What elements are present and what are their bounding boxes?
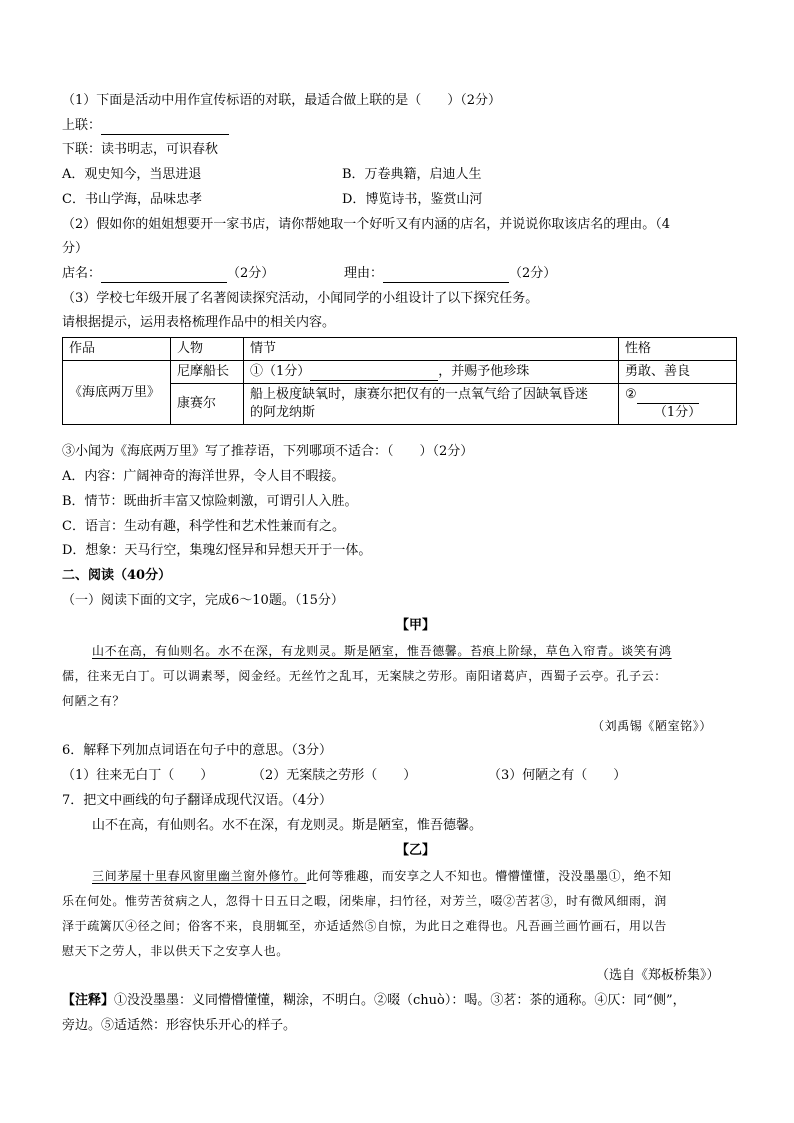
- trait-cell: 勇敢、善良: [619, 361, 737, 384]
- plot-cell: [244, 361, 619, 384]
- q1-option-d: D．博览诗书，鉴赏山河: [342, 192, 483, 207]
- q7-sentence: 山不在高，有仙则名。水不在深，有龙则灵。斯是陋室，惟吾德馨。: [92, 818, 483, 833]
- q2-stem-line1: （2）假如你的姐姐想要开一家书店，请你帮她取一个好听又有内涵的店名，并说说你取该店名的理由。（4: [62, 217, 671, 232]
- q1-lower-line: 下联：读书明志，可识春秋: [62, 142, 219, 157]
- person-cell: 尼摩船长: [171, 361, 244, 384]
- person-cell: 康赛尔: [171, 384, 244, 425]
- work-cell: 《海底两万里》: [63, 361, 171, 425]
- part1-instructions: （一）阅读下面的文字，完成6～10题。（15分）: [62, 593, 344, 608]
- note-label: 【注释】: [62, 993, 115, 1008]
- q3-line2: 请根据提示，运用表格梳理作品中的相关内容。: [62, 315, 336, 330]
- plot-line1: 船上极度缺氧时，康赛尔把仅有的一点氧气给了因缺氧昏迷: [250, 387, 589, 402]
- note-line1: 【注释】①没没墨墨：义同懵懵懂懂，糊涂，不明白。②啜（chuò）：喝。③茗：茶的通称。④仄：同“侧”，: [62, 993, 686, 1008]
- q3c-stem: ③小闻为《海底两万里》写了推荐语，下列哪项不适合：（ ）（2分）: [62, 444, 474, 459]
- q2-reason-score: （2分）: [509, 266, 557, 281]
- q2-reason-label: 理由：: [344, 266, 384, 281]
- q2-reason-blank[interactable]: [383, 268, 509, 283]
- q1-upper-blank[interactable]: [101, 120, 229, 135]
- q1-upper-line: [62, 117, 229, 135]
- trait-score: （1分）: [653, 405, 702, 420]
- plot-line2: 的阿龙纳斯: [250, 405, 316, 420]
- yi-line1: 三间茅屋十里春风窗里幽兰窗外修竹。此何等雅趣，而安享之人不知也。懵懵懂懂，没没墨墨①，绝不知: [92, 869, 672, 883]
- yi-line3: 泽于疏篱仄④径之间；俗客不来，良朋辄至，亦适适然⑤自惊，为此日之难得也。凡吾画兰画竹画石，用以告: [62, 919, 667, 933]
- q3-line1: （3）学校七年级开展了名著阅读探究活动，小闻同学的小组设计了以下探究任务。: [62, 291, 539, 306]
- plot-cell: [244, 384, 619, 425]
- q1-option-b: B．万卷典籍，启迪人生: [342, 167, 482, 182]
- trait-blank[interactable]: [637, 389, 699, 404]
- jia-line1: 山不在高，有仙则名。水不在深，有龙则灵。斯是陋室，惟吾德馨。苔痕上阶绿，草色入帘青。谈笑有鸿: [92, 644, 672, 658]
- q1-option-c: C．书山学海，品味忠孝: [62, 192, 202, 207]
- q3c-option-d: D．想象：天马行空，集瑰幻怪异和异想天开于一体。: [62, 543, 372, 558]
- q3c-option-c: C．语言：生动有趣，科学性和艺术性兼而有之。: [62, 519, 345, 534]
- q2-name-score: （2分）: [227, 266, 275, 281]
- yi-source: （选自《郑板桥集》）: [596, 968, 720, 983]
- q1-stem: （1）下面是活动中用作宣传标语的对联，最适合做上联的是（ ）（2分）: [62, 93, 502, 108]
- yi-line4: 慰天下之劳人，非以供天下之安享人也。: [62, 944, 289, 958]
- q1-option-a: A．观史知今，当思进退: [62, 167, 202, 182]
- q6-item2: （2）无案牍之劳形（ ）: [252, 768, 417, 783]
- reading-table: [62, 337, 737, 425]
- q3c-option-b: B．情节：既曲折丰富又惊险刺激，可谓引人入胜。: [62, 494, 358, 509]
- jia-line2: 儒，往来无白丁。可以调素琴，阅金经。无丝竹之乱耳，无案牍之劳形。南阳诸葛庐，西蜀子云亭。孔子云：: [62, 669, 667, 683]
- trait-prefix: ②: [625, 387, 637, 402]
- q7-stem: 7．把文中画线的句子翻译成现代汉语。（4分）: [62, 793, 333, 808]
- jia-source: （刘禹锡《陋室铭》）: [592, 719, 713, 733]
- yi-title: 【乙】: [396, 843, 436, 858]
- plot-suffix: ，并赐予他珍珠: [438, 364, 530, 379]
- header-person: 人物: [171, 338, 244, 361]
- q6-item3: （3）何陋之有（ ）: [488, 768, 627, 783]
- header-work: 作品: [63, 338, 171, 361]
- q2-reason-line: [344, 265, 556, 283]
- yi-line2: 乐在何处。惟劳苦贫病之人，忽得十日五日之暇，闭柴扉，扫竹径，对芳兰，啜②苦茗③，时有微风细雨，润: [62, 894, 667, 908]
- yi-underlined: 三间茅屋十里春风窗里幽兰窗外修竹。: [92, 869, 307, 883]
- table-row: [63, 361, 737, 384]
- q2-name-label: 店名：: [62, 266, 102, 281]
- header-plot: 情节: [244, 338, 619, 361]
- table-header-row: [63, 338, 737, 361]
- jia-title: 【甲】: [396, 618, 436, 633]
- q2-name-line: [62, 265, 274, 283]
- trait-cell: [619, 384, 737, 425]
- header-trait: 性格: [619, 338, 737, 361]
- q6-stem: 6．解释下列加点词语在句子中的意思。（3分）: [62, 743, 333, 758]
- q2-name-blank[interactable]: [101, 268, 227, 283]
- jia-line3: 何陋之有？: [62, 694, 126, 708]
- q3c-option-a: A．内容：广阔神奇的海洋世界，令人目不暇接。: [62, 469, 345, 484]
- plot-prefix: ①（1分）: [250, 364, 311, 379]
- section-title: 二、阅读（40分）: [62, 568, 172, 583]
- note-line2: 旁边。⑤适适然：形容快乐开心的样子。: [62, 1018, 297, 1033]
- q1-upper-label: 上联：: [62, 118, 102, 133]
- q2-stem-line2: 分）: [62, 241, 89, 256]
- q6-item1: （1）往来无白丁（ ）: [62, 768, 214, 783]
- plot-blank[interactable]: [310, 366, 438, 381]
